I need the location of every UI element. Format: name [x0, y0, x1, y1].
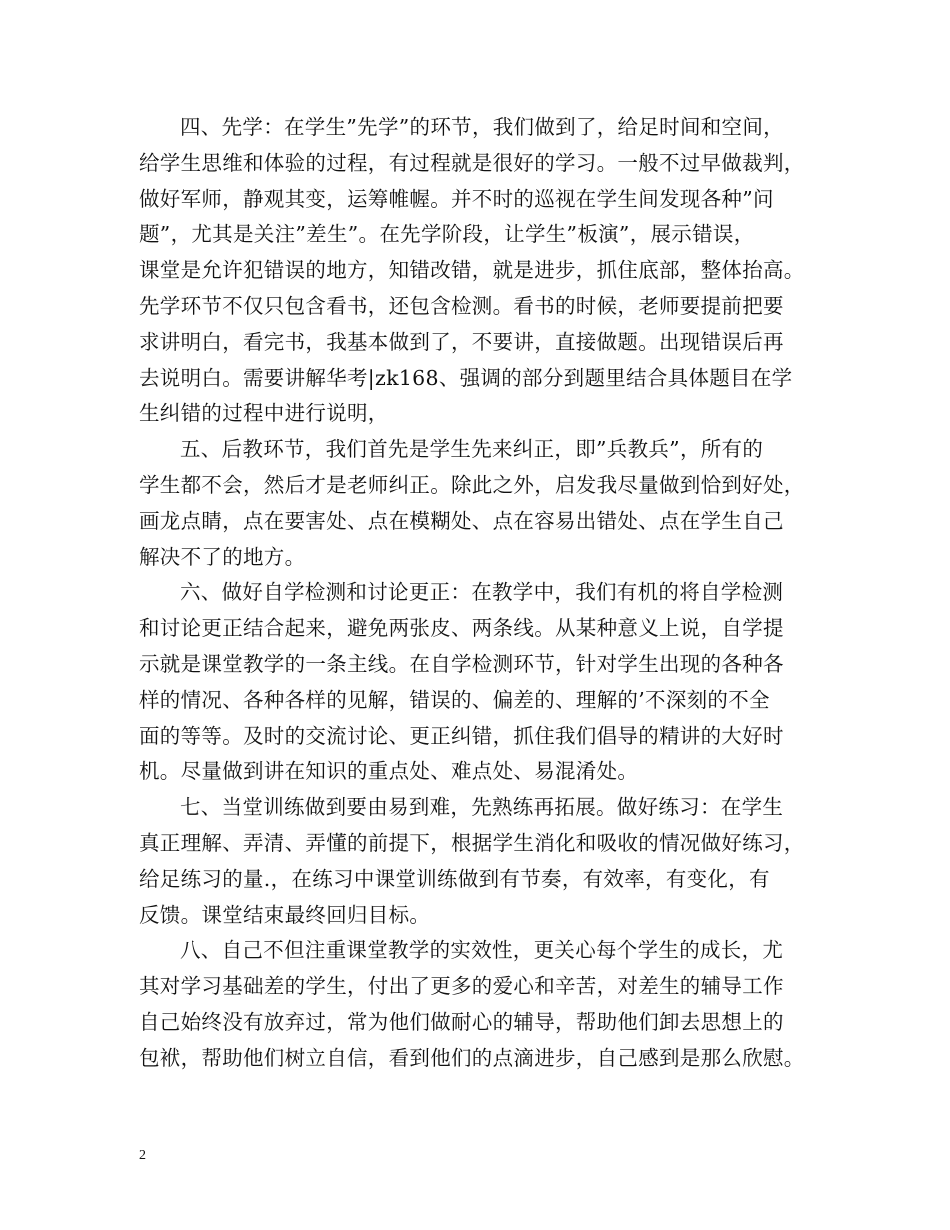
- paragraph-8-student-care: [139, 933, 829, 1076]
- text-line: 和讨论更正结合起来，避免两张皮、两条线。从某种意义上说，自学提: [139, 616, 784, 641]
- paragraph-6-self-study-check: [139, 575, 829, 790]
- text-line: 先学环节不仅只包含看书，还包含检测。看书的时候，老师要提前把要: [139, 293, 784, 318]
- text-line: 样的情况、各种各样的见解，错误的、偏差的、理解的’不深刻的不全: [139, 687, 770, 712]
- text-line: 给学生思维和体验的过程，有过程就是很好的学习。一般不过早做裁判，: [139, 150, 805, 175]
- text-line: 六、做好自学检测和讨论更正：在教学中，我们有机的将自学检测: [180, 580, 784, 605]
- text-line: 包袱，帮助他们树立自信，看到他们的点滴进步，自己感到是那么欣慰。: [139, 1045, 805, 1070]
- text-line: 自己始终没有放弃过，常为他们做耐心的辅导，帮助他们卸去思想上的: [139, 1009, 784, 1034]
- paragraph-4-first-learn: [139, 110, 829, 432]
- text-line: 八、自己不但注重课堂教学的实效性，更关心每个学生的成长，尤: [180, 938, 784, 963]
- text-line: 解决不了的地方。: [139, 544, 306, 569]
- document-body: [139, 110, 829, 1077]
- page-number: 2: [139, 1148, 146, 1163]
- text-line: 其对学习基础差的学生，付出了更多的爱心和辛苦，对差生的辅导工作: [139, 974, 784, 999]
- text-line: 真正理解、弄清、弄懂的前提下，根据学生消化和吸收的情况做好练习，: [139, 830, 805, 855]
- text-line: 题”，尤其是关注”差生”。在先学阶段，让学生”板演”，展示错误，: [139, 222, 755, 247]
- text-line: 五、后教环节，我们首先是学生先来纠正，即”兵教兵”，所有的: [180, 437, 764, 462]
- text-line: 画龙点睛，点在要害处、点在模糊处、点在容易出错处、点在学生自己: [139, 508, 784, 533]
- text-line: 给足练习的量.，在练习中课堂训练做到有节奏，有效率，有变化，有: [139, 866, 770, 891]
- text-line: 七、当堂训练做到要由易到难，先熟练再拓展。做好练习：在学生: [180, 795, 784, 820]
- text-line: 生纠错的过程中进行说明，: [139, 401, 389, 426]
- text-line: 做好军师，静观其变，运筹帷幄。并不时的巡视在学生间发现各种”问: [139, 186, 774, 211]
- text-line: 面的等等。及时的交流讨论、更正纠错，抓住我们倡导的精讲的大好时: [139, 723, 784, 748]
- text-line: 示就是课堂教学的一条主线。在自学检测环节，针对学生出现的各种各: [139, 651, 784, 676]
- text-line: 求讲明白，看完书，我基本做到了，不要讲，直接做题。出现错误后再: [139, 329, 784, 354]
- text-line: 四、先学：在学生”先学”的环节，我们做到了，给足时间和空间，: [180, 115, 784, 139]
- text-line: 反馈。课堂结束最终回归目标。: [139, 902, 431, 927]
- text-line: 课堂是允许犯错误的地方，知错改错，就是进步，抓住底部，整体抬高。: [139, 258, 805, 283]
- text-line: 去说明白。需要讲解华考|zk168、强调的部分到题里结合具体题目在学: [139, 365, 793, 390]
- text-line: 机。尽量做到讲在知识的重点处、难点处、易混淆处。: [139, 759, 639, 784]
- text-line: 学生都不会，然后才是老师纠正。除此之外，启发我尽量做到恰到好处，: [139, 472, 805, 497]
- paragraph-7-in-class-training: [139, 790, 829, 933]
- paragraph-5-post-teaching: [139, 432, 829, 575]
